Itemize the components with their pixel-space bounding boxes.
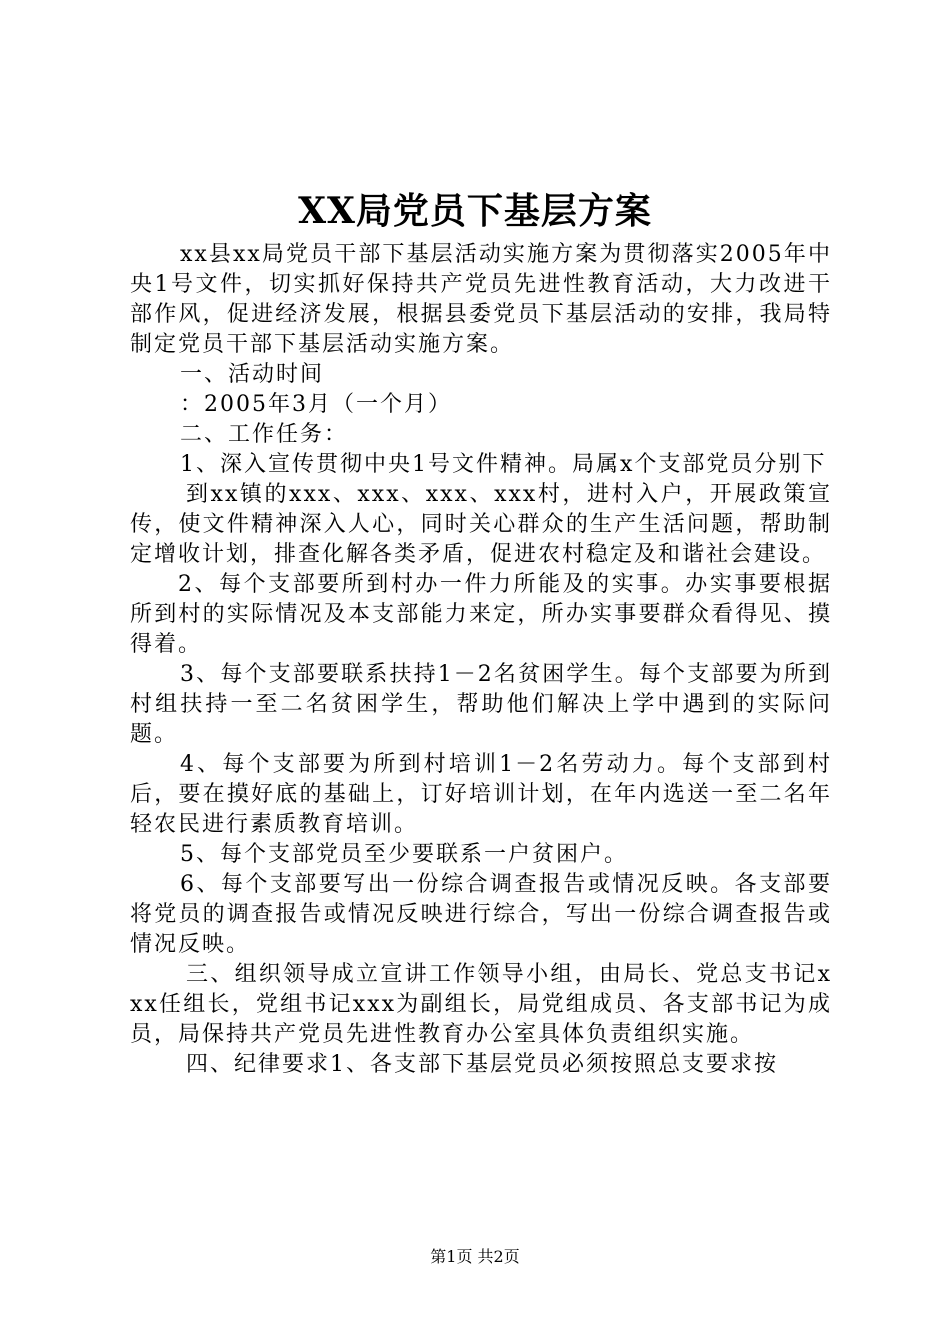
paragraph-activity-time: ：2005年3月（一个月）: [180, 392, 452, 417]
paragraph-task-2: 2、每个支部要所到村办一件力所能及的实事。办实事要根据所到村的实际情况及本支部能力来定，所办实事要群众看得见、摸得着。: [130, 572, 832, 657]
section-heading-activity-time: 一、活动时间: [180, 362, 325, 387]
section-heading-tasks: 二、工作任务：: [180, 422, 349, 447]
paragraph-task-3: 3、每个支部要联系扶持1－2名贫困学生。每个支部要为所到村组扶持一至二名贫困学生，帮助他们解决上学中遇到的实际问题。: [130, 662, 832, 747]
page-footer: [0, 1246, 950, 1268]
paragraph-intro: xx县xx局党员干部下基层活动实施方案为贯彻落实2005年中央1号文件，切实抓好保持共产党员先进性教育活动，大力改进干部作风，促进经济发展，根据县委党员下基层活动的安排，我局特制定党员干部下基层活动实施方案。: [130, 242, 832, 357]
paragraph-task-5: 5、每个支部党员至少要联系一户贫困户。: [180, 842, 628, 867]
paragraph-task-4: 4、每个支部要为所到村培训1－2名劳动力。每个支部到村后，要在摸好底的基础上，订好培训计划，在年内选送一至二名年轻农民进行素质教育培训。: [130, 752, 832, 837]
page-number-label: 第1页 共2页: [430, 1247, 520, 1266]
paragraph-organization: 三、组织领导成立宣讲工作领导小组，由局长、党总支书记xxx任组长，党组书记xxx为副组长，局党组成员、各支部书记为成员，局保持共产党员先进性教育办公室具体负责组织实施。: [130, 962, 832, 1047]
paragraph-task-6: 6、每个支部要写出一份综合调查报告或情况反映。各支部要将党员的调查报告或情况反映进行综合，写出一份综合调查报告或情况反映。: [130, 872, 832, 957]
document-title: XX局党员下基层方案: [298, 190, 652, 232]
document-body: [130, 240, 832, 1080]
paragraph-task-1: 1、深入宣传贯彻中央1号文件精神。局属x个支部党员分别下: [180, 452, 827, 477]
paragraph-task-1-cont: 到xx镇的xxx、xxx、xxx、xxx村，进村入户，开展政策宣传，使文件精神深入人心，同时关心群众的生产生活问题，帮助制定增收计划，排查化解各类矛盾，促进农村稳定及和谐社会建设。: [130, 482, 832, 567]
paragraph-discipline: 四、纪律要求1、各支部下基层党员必须按照总支要求按: [186, 1052, 778, 1077]
